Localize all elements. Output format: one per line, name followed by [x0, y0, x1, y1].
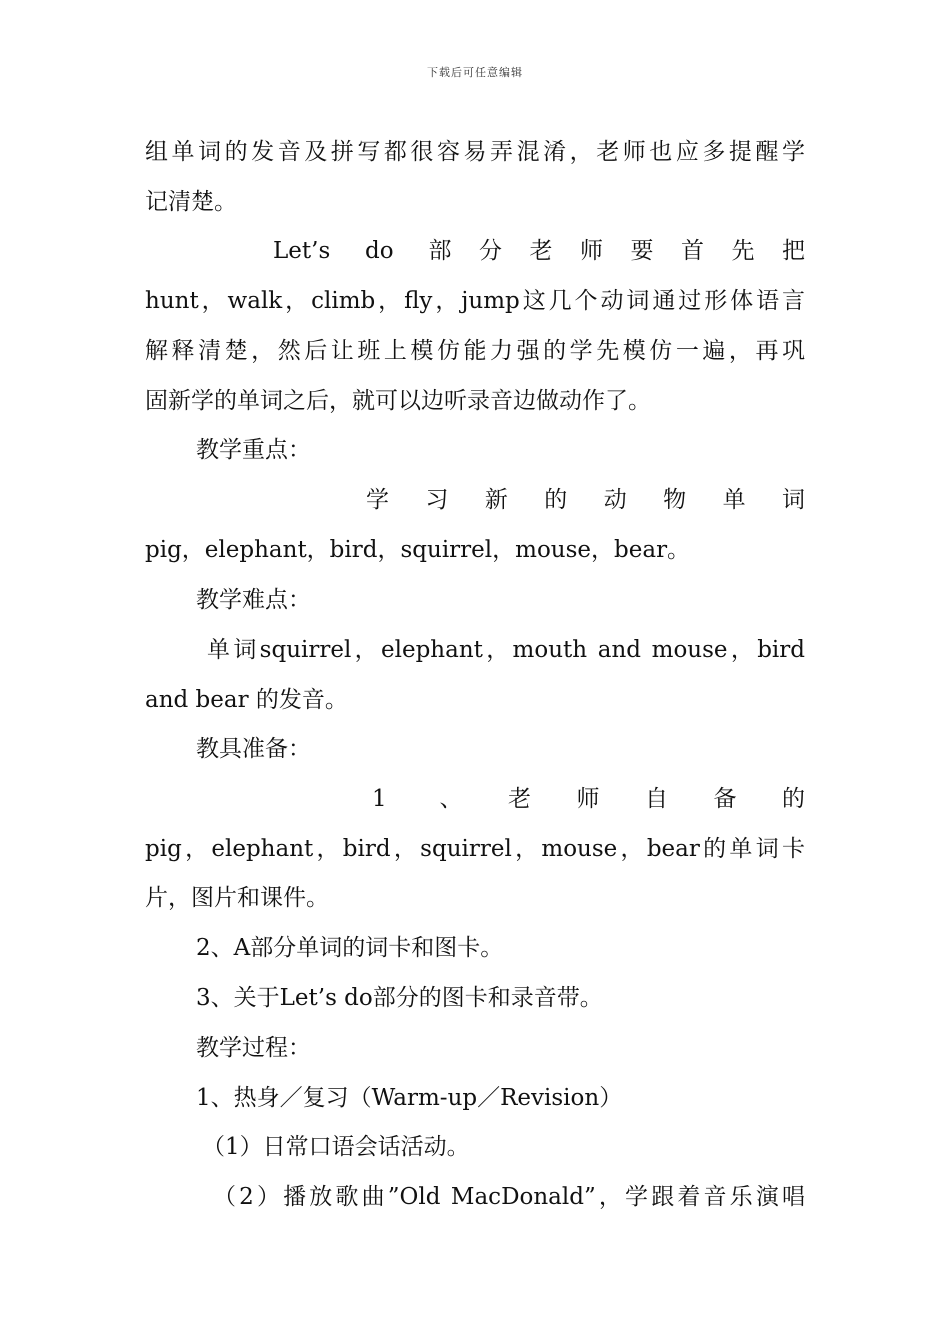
list-item: （1）日常口语会话活动。 — [202, 1134, 470, 1160]
paragraph-line: 1 、老师自备的 — [372, 786, 805, 812]
list-item: （2）播放歌曲”Old MacDonald”，学跟着音乐演唱 — [213, 1184, 805, 1210]
section-heading: 教学过程： — [196, 1035, 311, 1061]
section-heading: 教具准备： — [196, 736, 311, 762]
paragraph-line: and bear 的发音。 — [145, 687, 348, 713]
paragraph-line: 片，图片和课件。 — [145, 885, 329, 911]
paragraph-line: Let’s do 部分老师要首先把 — [273, 238, 805, 264]
page-header-watermark: 下载后可任意编辑 — [427, 66, 523, 79]
section-heading: 教学重点： — [196, 437, 311, 463]
list-item: 3、关于Let’s do部分的图卡和录音带。 — [196, 985, 603, 1011]
paragraph-line: pig，elephant，bird，squirrel，mouse，bear。 — [145, 537, 691, 563]
paragraph-line: pig，elephant，bird，squirrel，mouse，bear的单词卡 — [145, 836, 805, 862]
section-heading: 教学难点： — [196, 587, 311, 613]
list-item: 1、热身／复习（Warm-up／Revision） — [196, 1085, 623, 1111]
paragraph-line: 单词squirrel，elephant，mouth and mouse，bird — [207, 637, 805, 663]
paragraph-line: 记清楚。 — [145, 189, 237, 215]
paragraph-line: 学习新的动物单词 — [366, 487, 805, 513]
paragraph-line: 组单词的发音及拼写都很容易弄混淆，老师也应多提醒学 — [145, 139, 805, 165]
list-item: 2、A部分单词的词卡和图卡。 — [196, 935, 504, 961]
paragraph-line: hunt，walk，climb，fly，jump这几个动词通过形体语言 — [145, 288, 805, 314]
paragraph-line: 固新学的单词之后，就可以边听录音边做动作了。 — [145, 388, 651, 414]
paragraph-line: 解释清楚，然后让班上模仿能力强的学先模仿一遍，再巩 — [145, 338, 805, 364]
